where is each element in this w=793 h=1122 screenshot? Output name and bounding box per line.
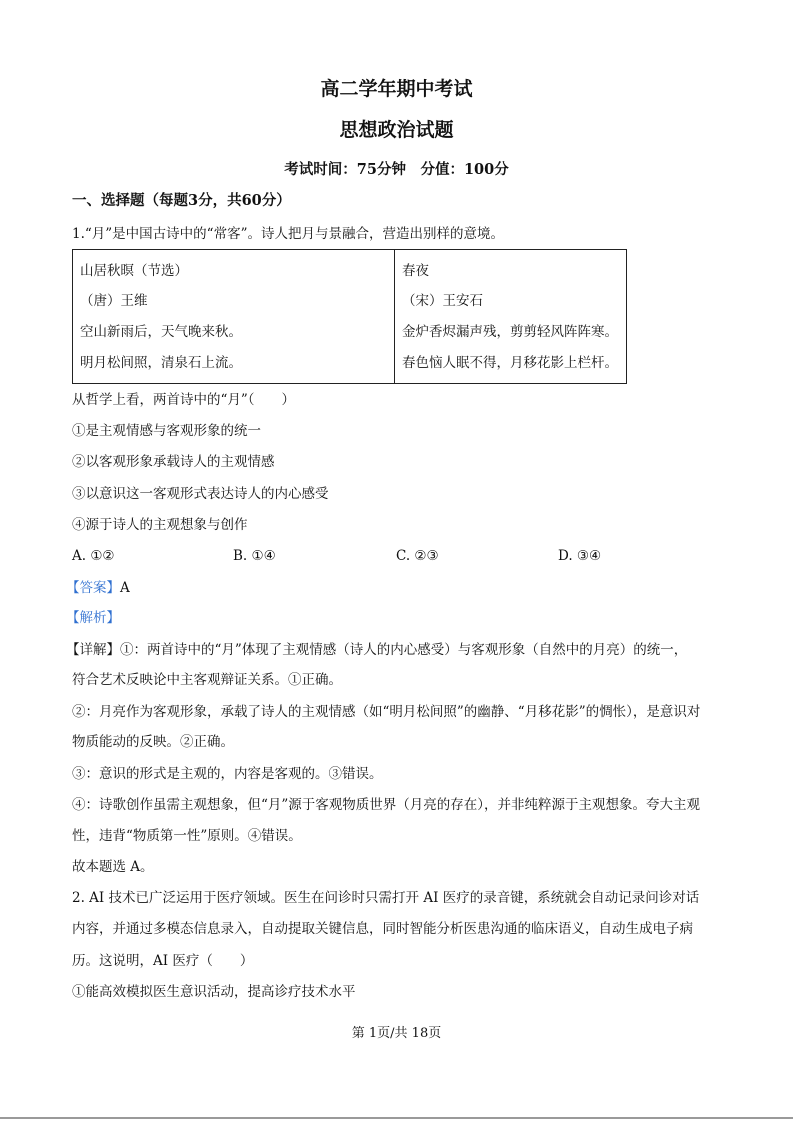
detail-line: 符合艺术反映论中主客观辩证关系。①正确。	[72, 672, 342, 688]
detail-line: ②：月亮作为客观形象，承载了诗人的主观情感（如“明月松间照”的幽静、“月移花影”的惆怅），是意识对	[72, 704, 701, 720]
answer-label: 【答案】	[66, 580, 120, 596]
q2-statement: ①能高效模拟医生意识活动，提高诊疗技术水平	[72, 984, 356, 1000]
poem-title: 山居秋暝（节选）	[80, 263, 188, 279]
subject-title: 思想政治试题	[339, 119, 454, 141]
detail-label: 【详解】	[66, 642, 120, 658]
poem-author: （唐）王维	[80, 293, 148, 309]
q1-question: 从哲学上看，两首诗中的“月”（ ）	[72, 392, 296, 408]
q2-stem-line: 历。这说明，AI 医疗（ ）	[72, 953, 254, 969]
option-d: D. ③④	[558, 548, 602, 564]
page-footer: 第 1页/共 18页	[351, 1026, 442, 1041]
detail-line: 物质能动的反映。②正确。	[72, 734, 234, 750]
detail-line: ③：意识的形式是主观的，内容是客观的。③错误。	[72, 766, 383, 782]
detail-line: ④：诗歌创作虽需主观想象，但“月”源于客观物质世界（月亮的存在），并非纯粹源于主观想象。夸大主观	[72, 797, 701, 813]
detail-text: ①：两首诗中的“月”体现了主观情感（诗人的内心感受）与客观形象（自然中的月亮）的统一，	[120, 642, 688, 658]
option-a: A. ①②	[72, 548, 115, 564]
detail-line: 故本题选 A。	[72, 859, 154, 875]
poem-table	[72, 249, 627, 384]
q1-statement: ①是主观情感与客观形象的统一	[72, 423, 261, 439]
poem-line: 明月松间照，清泉石上流。	[80, 355, 242, 371]
poem-cell-left	[73, 250, 395, 383]
poem-title: 春夜	[402, 263, 429, 279]
poem-line: 金炉香烬漏声残，剪剪轻风阵阵寒。	[402, 324, 618, 340]
page-bottom-divider	[0, 1117, 793, 1119]
poem-line: 春色恼人眠不得，月移花影上栏杆。	[402, 355, 618, 371]
option-c: C. ②③	[396, 548, 439, 564]
poem-author: （宋）王安石	[402, 293, 483, 309]
q1-statement: ③以意识这一客观形式表达诗人的内心感受	[72, 486, 329, 502]
q1-stem: 1.“月”是中国古诗中的“常客”。诗人把月与景融合，营造出别样的意境。	[72, 226, 504, 242]
exam-info: 考试时间：75分钟 分值：100分	[284, 161, 509, 178]
poem-cell-right	[395, 250, 626, 383]
option-b: B. ①④	[233, 548, 276, 564]
poem-line: 空山新雨后，天气晚来秋。	[80, 324, 242, 340]
q1-statement: ②以客观形象承载诗人的主观情感	[72, 454, 275, 470]
section-title: 一、选择题（每题3分，共60分）	[72, 192, 291, 209]
q2-stem-line: 2. AI 技术已广泛运用于医疗领域。医生在问诊时只需打开 AI 医疗的录音键，系统就会自动记录问诊对话	[72, 890, 700, 906]
q1-statement: ④源于诗人的主观想象与创作	[72, 517, 248, 533]
analysis-label: 【解析】	[66, 610, 120, 626]
detail-line	[66, 642, 687, 658]
detail-line: 性，违背“物质第一性”原则。④错误。	[72, 828, 302, 844]
q2-stem-line: 内容，并通过多模态信息录入，自动提取关键信息，同时智能分析医患沟通的临床语义，自动生成电子病	[72, 921, 693, 937]
exam-title: 高二学年期中考试	[320, 78, 473, 100]
answer-line	[66, 580, 130, 596]
answer-value: A	[120, 580, 130, 596]
